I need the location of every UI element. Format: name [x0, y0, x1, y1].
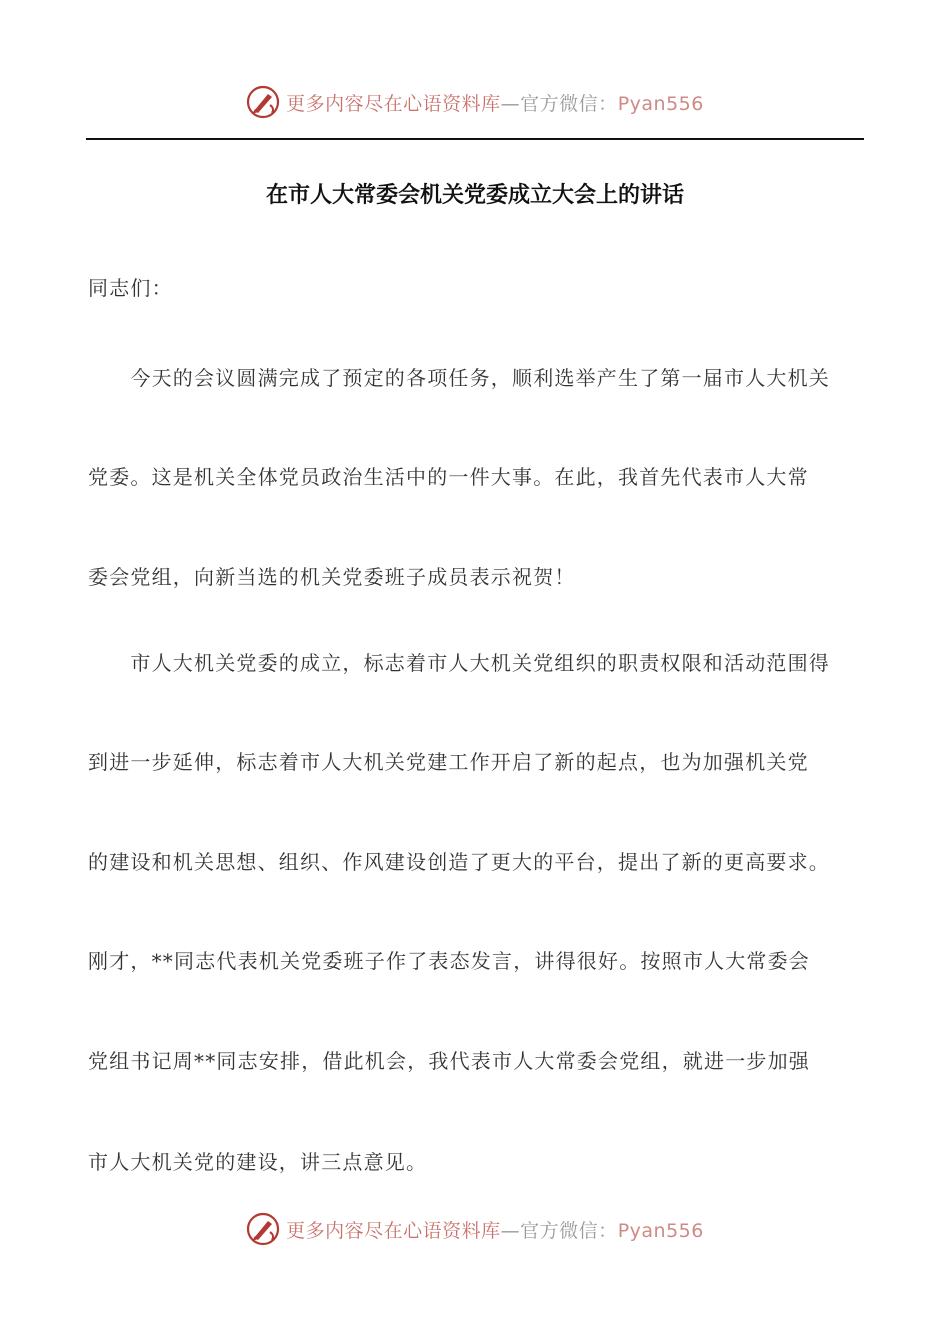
- banner-wechat-label: 官方微信：: [520, 92, 618, 115]
- banner-text: [286, 1216, 704, 1243]
- header-banner: [0, 82, 950, 122]
- banner-separator: —: [500, 1219, 521, 1242]
- banner-separator: —: [500, 92, 521, 115]
- paragraph-line: 今天的会议圆满完成了预定的各项任务，顺利选举产生了第一届市人大机关: [88, 366, 830, 390]
- banner-wechat-id: Pyan556: [617, 92, 704, 115]
- paragraph-line: 市人大机关党的建设，讲三点意见。: [88, 1150, 428, 1174]
- banner-wechat-id: Pyan556: [617, 1219, 704, 1242]
- paragraph-line: 的建设和机关思想、组织、作风建设创造了更大的平台，提出了新的更高要求。: [88, 850, 830, 874]
- footer-banner: [0, 1209, 950, 1249]
- banner-lead: 更多内容尽在心语资料库: [286, 92, 501, 115]
- banner-lead: 更多内容尽在心语资料库: [286, 1219, 501, 1242]
- paragraph-line: 市人大机关党委的成立，标志着市人大机关党组织的职责权限和活动范围得: [88, 651, 830, 675]
- salutation-line: 同志们：: [88, 276, 173, 300]
- banner-text: [286, 89, 704, 116]
- document-title: 在市人大常委会机关党委成立大会上的讲话: [265, 183, 684, 208]
- pen-logo-icon: [246, 1212, 280, 1246]
- banner-wechat-label: 官方微信：: [520, 1219, 618, 1242]
- paragraph-line: 到进一步延伸，标志着市人大机关党建工作开启了新的起点，也为加强机关党: [88, 750, 809, 774]
- paragraph-line: 党组书记周**同志安排，借此机会，我代表市人大常委会党组，就进一步加强: [88, 1049, 810, 1073]
- paragraph-line: 刚才，**同志代表机关党委班子作了表态发言，讲得很好。按照市人大常委会: [88, 949, 810, 973]
- pen-logo-icon: [246, 85, 280, 119]
- paragraph-line: 委会党组，向新当选的机关党委班子成员表示祝贺！: [88, 565, 576, 589]
- paragraph-line: 党委。这是机关全体党员政治生活中的一件大事。在此，我首先代表市人大常: [88, 465, 809, 489]
- header-divider: [86, 138, 864, 140]
